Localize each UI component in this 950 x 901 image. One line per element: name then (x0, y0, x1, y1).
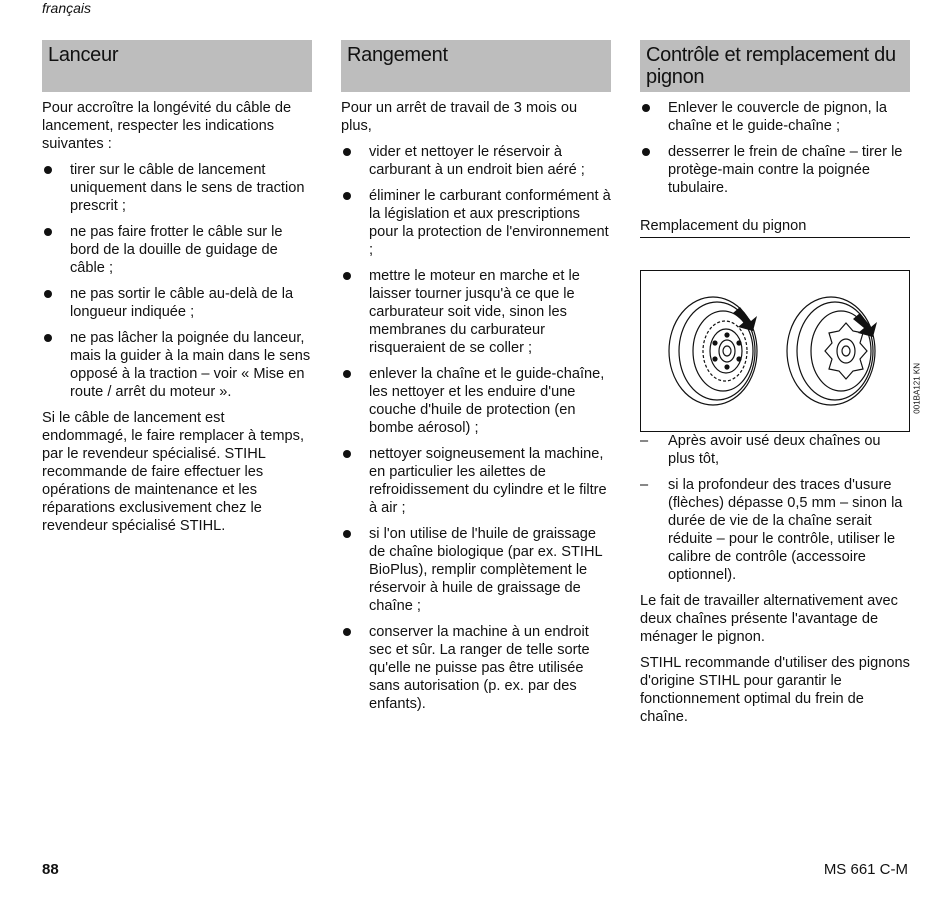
list-item: nettoyer soigneusement la machine, en particulier les ailettes de refroidissement du cylindre et le filtre à air ; (341, 445, 611, 517)
bullet-icon (343, 148, 351, 156)
section-rangement (341, 40, 611, 721)
model-name: MS 661 C-M (823, 861, 908, 878)
outro-paragraph: Si le câble de lancement est endommagé, le faire remplacer à temps, par le revendeur spécialisé. STIHL recommande de faire effectuer les opérations de maintenance et les réparations exclusivement chez le revendeur spécialisé STIHL. (42, 410, 304, 534)
list-item: mettre le moteur en marche et le laisser tourner jusqu'à ce que le carburateur soit vide, sinon les membranes du carburateur risqueraient de se coller ; (341, 267, 611, 357)
list-item: ne pas lâcher la poignée du lanceur, mais la guider à la main dans le sens opposé à la traction – voir « Mise en route / arrêt du moteur ». (42, 329, 312, 401)
list-item: desserrer le frein de chaîne – tirer le protège-main contre la poignée tubulaire. (640, 143, 910, 197)
list-item: conserver la machine à un endroit sec et sûr. La ranger de telle sorte qu'elle ne puisse pas être utilisée sans autorisation (p. ex. par des enfants). (341, 623, 611, 713)
list-item: éliminer le carburant conformément à la législation et aux prescriptions pour la protection de l'environnement ; (341, 187, 611, 259)
paragraph: Le fait de travailler alternativement avec deux chaînes présente l'avantage de ménager le pignon. (640, 593, 898, 645)
page-number: 88 (42, 861, 59, 878)
bullet-list (42, 161, 312, 401)
intro-paragraph: Pour un arrêt de travail de 3 mois ou plus, (341, 100, 578, 134)
list-item: si l'on utilise de l'huile de graissage de chaîne biologique (par ex. STIHL BioPlus), remplir complètement le réservoir à huile de graissage de chaîne ; (341, 525, 611, 615)
section-lanceur (42, 40, 312, 543)
list-item: enlever la chaîne et le guide-chaîne, les nettoyer et les enduire d'une couche d'huile de protection (en bombe aérosol) ; (341, 365, 611, 437)
section-heading: Contrôle et remplacement du pignon (640, 40, 910, 92)
list-item: Enlever le couvercle de pignon, la chaîne et le guide-chaîne ; (640, 99, 910, 135)
sprocket-figure (640, 270, 922, 432)
section-pignon (640, 40, 922, 734)
list-item: vider et nettoyer le réservoir à carburant à un endroit bien aéré ; (341, 143, 611, 179)
bullet-icon (44, 290, 52, 298)
dash-list (640, 432, 910, 584)
subheading: Remplacement du pignon (640, 217, 910, 238)
bullet-list (341, 143, 611, 713)
section-content (42, 99, 312, 535)
bullet-list (640, 99, 910, 197)
bullet-icon (343, 450, 351, 458)
paragraph: STIHL recommande d'utiliser des pignons d'origine STIHL pour garantir le fonctionnement optimal du frein de chaîne. (640, 655, 910, 725)
section-heading: Rangement (341, 40, 611, 92)
list-item: – si la profondeur des traces d'usure (flèches) dépasse 0,5 mm – sinon la durée de vie de la chaîne serait réduite – pour le contrôle, utiliser le calibre de contrôle (accessoire optionnel). (640, 477, 903, 583)
bullet-icon (343, 272, 351, 280)
dash-icon: – (640, 477, 649, 493)
list-item: ne pas faire frotter le câble sur le bord de la douille de guidage de câble ; (42, 223, 312, 277)
bullet-icon (642, 104, 650, 112)
bullet-icon (44, 166, 52, 174)
list-item: tirer sur le câble de lancement uniquement dans le sens de traction prescrit ; (42, 161, 312, 215)
bullet-icon (642, 148, 650, 156)
language-label: français (42, 0, 92, 16)
bullet-icon (44, 334, 52, 342)
sprocket-illustration (641, 271, 908, 430)
section-content (640, 99, 922, 726)
bullet-icon (343, 530, 351, 538)
bullet-icon (343, 192, 351, 200)
bullet-icon (343, 370, 351, 378)
bullet-icon (343, 628, 351, 636)
dash-icon: – (640, 433, 649, 449)
list-item: ne pas sortir le câble au-delà de la longueur indiquée ; (42, 285, 312, 321)
figure-code: 001BA121 KN (913, 363, 922, 414)
intro-paragraph: Pour accroître la longévité du câble de lancement, respecter les indications suivantes : (42, 100, 292, 152)
list-item: – Après avoir usé deux chaînes ou plus tôt, (640, 433, 881, 467)
bullet-icon (44, 228, 52, 236)
section-content (341, 99, 611, 713)
section-heading: Lanceur (42, 40, 312, 92)
spur-sprocket-drum (787, 297, 875, 405)
